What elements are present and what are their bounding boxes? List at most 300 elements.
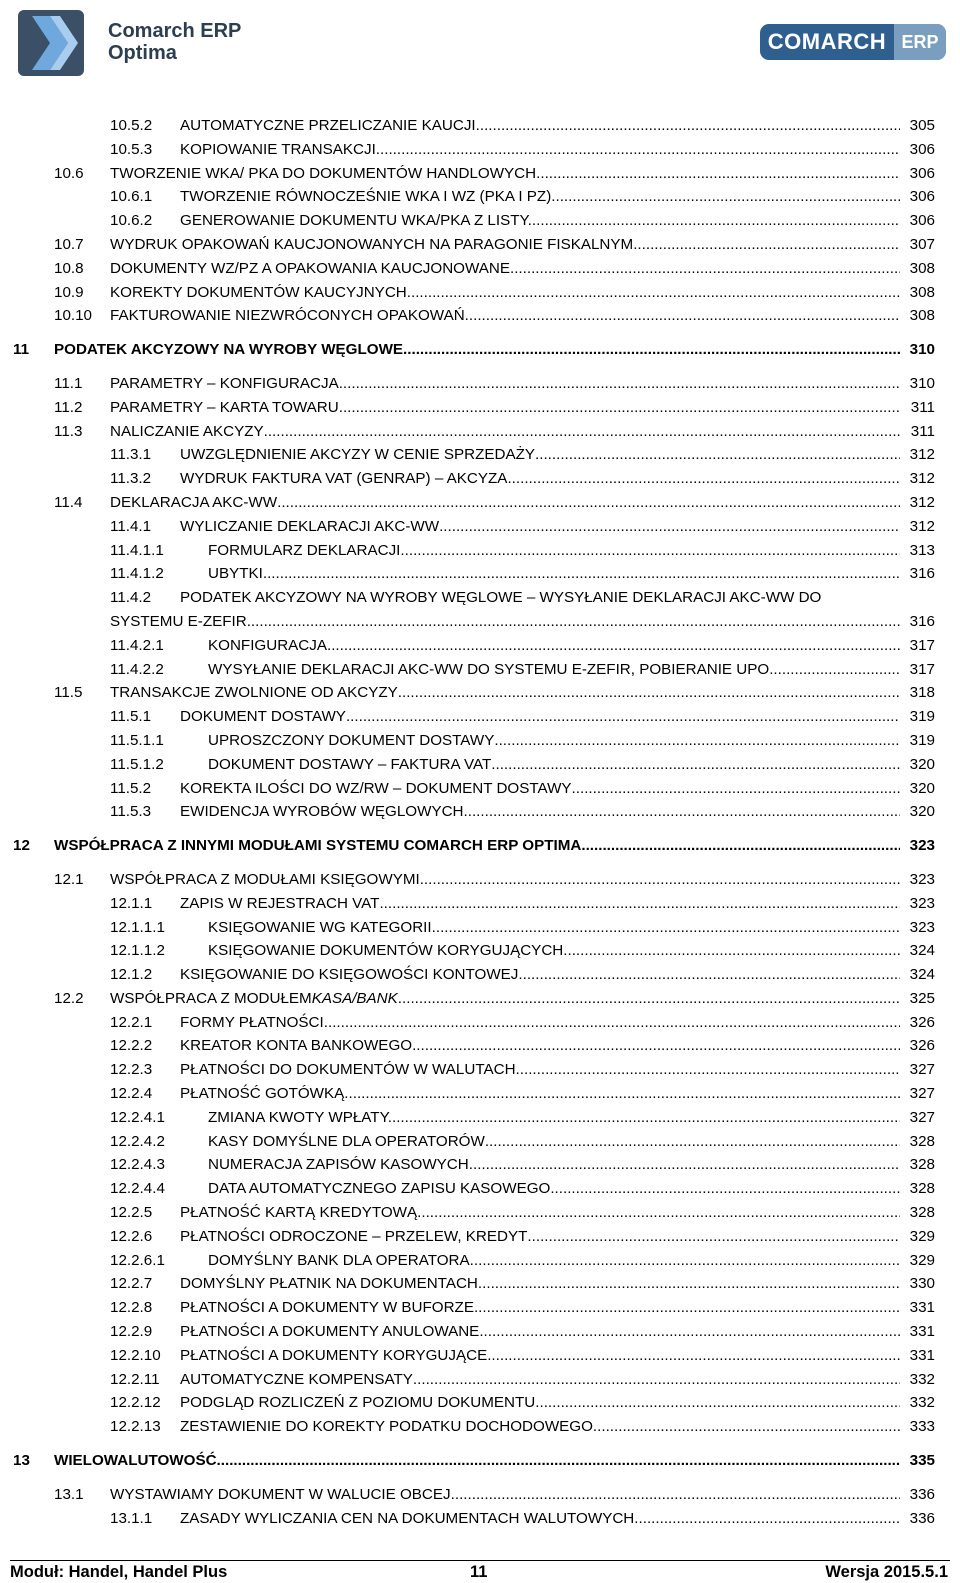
toc-entry-number: 10.9 — [54, 283, 84, 301]
toc-entry-title: DEKLARACJA AKC-WW — [110, 493, 278, 511]
toc-entry[interactable] — [0, 491, 960, 515]
toc-entry[interactable] — [0, 1391, 960, 1415]
toc-entry-number: 11.3.1 — [110, 446, 152, 464]
toc-entry-text — [180, 892, 900, 916]
toc-entry-title: DOMYŚLNY BANK DLA OPERATORA — [208, 1251, 470, 1269]
footer-module: Moduł: Handel, Handel Plus — [10, 1563, 228, 1581]
toc-entry-title: PŁATNOŚCI A DOKUMENTY W BUFORZE — [180, 1299, 474, 1317]
toc-entry-page: 328 — [909, 1204, 935, 1222]
toc-entry-page: 324 — [909, 966, 935, 984]
toc-entry[interactable] — [0, 681, 960, 705]
toc-entry-number: 12.1.1 — [110, 894, 153, 912]
toc-entry-title: WSPÓŁPRACA Z INNYMI MODUŁAMI SYSTEMU COMARCH ERP OPTIMA — [54, 837, 582, 855]
toc-entry[interactable] — [0, 1320, 960, 1344]
toc-entry-title: AUTOMATYCZNE KOMPENSATY — [180, 1370, 413, 1388]
toc-leader-dots — [263, 562, 900, 586]
toc-entry-text — [54, 834, 900, 858]
toc-entry-text — [180, 515, 900, 539]
toc-entry-page: 336 — [909, 1485, 935, 1503]
toc-entry-page: 318 — [909, 684, 935, 702]
toc-entry-text — [180, 114, 900, 138]
toc-entry-title: PARAMETRY – KONFIGURACJA — [110, 374, 339, 392]
toc-entry-title: KOPIOWANIE TRANSAKCJI — [180, 140, 376, 158]
toc-entry-page: 323 — [909, 894, 935, 912]
toc-entry-page: 332 — [909, 1370, 935, 1388]
toc-entry-text — [208, 916, 900, 940]
toc-entry-number: 12.2.9 — [110, 1323, 153, 1341]
toc-entry-title: PŁATNOŚCI A DOKUMENTY ANULOWANE — [180, 1323, 480, 1341]
toc-entry-number: 12.2 — [54, 989, 84, 1007]
toc-entry[interactable] — [0, 1272, 960, 1296]
toc-entry-page: 311 — [910, 398, 935, 416]
toc-entry-title: FAKTUROWANIE NIEZWRÓCONYCH OPAKOWAŃ — [110, 307, 465, 325]
toc-entry-text — [54, 338, 900, 362]
toc-entry-text — [110, 681, 900, 705]
toc-entry[interactable] — [0, 257, 960, 281]
toc-entry-page: 327 — [909, 1108, 935, 1126]
toc-leader-dots — [510, 257, 900, 281]
toc-entry-title: NALICZANIE AKCYZY — [110, 422, 264, 440]
toc-entry-text — [110, 304, 900, 328]
toc-entry-number: 12.2.7 — [110, 1275, 153, 1293]
toc-entry-page: 312 — [909, 470, 935, 488]
toc-entry-text — [110, 281, 900, 305]
toc-entry-title: PODATEK AKCYZOWY NA WYROBY WĘGLOWE – WYSYŁANIE DEKLARACJI AKC-WW DO — [180, 589, 822, 607]
toc-leader-dots — [769, 658, 900, 682]
toc-entry-page: 329 — [909, 1227, 935, 1245]
toc-entry-number: 12.2.8 — [110, 1299, 153, 1317]
toc-entry-text — [208, 1249, 900, 1273]
toc-entry-number: 12.2.6.1 — [110, 1251, 165, 1269]
toc-entry-number: 12.1.2 — [110, 966, 153, 984]
footer-page-number: 11 — [470, 1563, 488, 1581]
toc-leader-dots — [439, 515, 900, 539]
toc-entry[interactable] — [0, 1225, 960, 1249]
toc-leader-dots — [535, 1391, 900, 1415]
toc-entry-text — [110, 1483, 900, 1507]
toc-entry[interactable] — [0, 138, 960, 162]
toc-leader-dots — [572, 777, 900, 801]
toc-entry-page: 320 — [909, 755, 935, 773]
toc-entry-title: DATA AUTOMATYCZNEGO ZAPISU KASOWEGO. — [208, 1180, 555, 1198]
toc-entry-page: 327 — [909, 1085, 935, 1103]
toc-entry-number: 11.5.1 — [110, 708, 152, 726]
toc-entry[interactable] — [0, 586, 960, 610]
toc-entry-title: FORMULARZ DEKLARACJI — [208, 541, 401, 559]
toc-entry[interactable] — [0, 1130, 960, 1154]
toc-entry[interactable] — [0, 114, 960, 138]
toc-entry-page: 311 — [910, 422, 935, 440]
toc-entry-title: TRANSAKCJE ZWOLNIONE OD AKCYZY — [110, 684, 398, 702]
toc-entry-title: KSIĘGOWANIE DO KSIĘGOWOŚCI KONTOWEJ — [180, 966, 519, 984]
toc-entry-title: PARAMETRY – KARTA TOWARU — [110, 398, 339, 416]
toc-entry-title: PŁATNOŚCI ODROCZONE – PRZELEW, KREDYT — [180, 1227, 528, 1245]
toc-entry[interactable] — [0, 939, 960, 963]
toc-entry-title: WSPÓŁPRACA Z MODUŁEM — [110, 989, 312, 1007]
toc-entry-page: 306 — [909, 140, 935, 158]
toc-leader-dots — [400, 539, 900, 563]
toc-entry-number: 11.3.2 — [110, 470, 152, 488]
toc-entry-title: FORMY PŁATNOŚCI — [180, 1013, 324, 1031]
toc-entry-number: 13.1 — [54, 1485, 84, 1503]
toc-leader-dots — [376, 138, 900, 162]
toc-entry-text — [208, 753, 900, 777]
toc-entry-page: 323 — [909, 918, 935, 936]
toc-entry-text — [180, 1225, 900, 1249]
optima-logo-icon — [16, 8, 86, 78]
toc-entry-text — [180, 1368, 900, 1392]
toc-entry-number: 11.5.2 — [110, 779, 152, 797]
toc-entry-title: GENEROWANIE DOKUMENTU WKA/PKA Z LISTY. — [180, 212, 532, 230]
toc-leader-dots — [563, 939, 900, 963]
toc-entry-text — [180, 209, 900, 233]
toc-leader-dots — [527, 1225, 900, 1249]
toc-leader-dots — [392, 1106, 900, 1130]
toc-entry[interactable] — [0, 729, 960, 753]
toc-entry-page: 331 — [909, 1299, 935, 1317]
toc-entry-title: KSIĘGOWANIE WG KATEGORII — [208, 918, 432, 936]
toc-entry-number: 10.5.3 — [110, 140, 153, 158]
toc-leader-dots — [413, 1368, 900, 1392]
toc-entry[interactable] — [0, 562, 960, 586]
toc-entry[interactable] — [0, 162, 960, 186]
toc-leader-dots — [474, 1296, 900, 1320]
toc-entry[interactable] — [0, 1296, 960, 1320]
toc-entry-text — [110, 162, 900, 186]
toc-entry-number: 11.4.1.2 — [110, 565, 164, 583]
toc-entry-text — [180, 1507, 900, 1531]
toc-leader-dots — [593, 1415, 900, 1439]
toc-entry[interactable] — [0, 1058, 960, 1082]
toc-entry-page: 313 — [909, 541, 935, 559]
toc-entry-title: WYDRUK OPAKOWAŃ KAUCJONOWANYCH NA PARAGONIE FISKALNYM — [110, 235, 634, 253]
toc-entry-number: 12.2.1 — [110, 1013, 153, 1031]
toc-entry-title: KASY DOMYŚLNE DLA OPERATORÓW — [208, 1132, 485, 1150]
toc-entry[interactable] — [0, 1177, 960, 1201]
toc-entry-page: 310 — [909, 374, 935, 392]
toc-entry-page: 328 — [909, 1132, 935, 1150]
toc-entry-page: 331 — [909, 1323, 935, 1341]
toc-entry-number: 12.2.13 — [110, 1418, 161, 1436]
toc-entry-title: PODGLĄD ROZLICZEŃ Z POZIOMU DOKUMENTU — [180, 1394, 536, 1412]
toc-entry-title: PŁATNOŚCI A DOKUMENTY KORYGUJĄCE — [180, 1346, 488, 1364]
toc-leader-dots — [469, 1153, 900, 1177]
toc-entry[interactable] — [0, 610, 960, 634]
toc-entry-number: 12.2.11 — [110, 1370, 160, 1388]
toc-entry-number: 12.2.3 — [110, 1061, 153, 1079]
toc-entry-number: 13.1.1 — [110, 1509, 153, 1527]
brand-line-1: Comarch ERP — [108, 20, 242, 42]
toc-leader-dots — [487, 1344, 900, 1368]
toc-entry[interactable] — [0, 515, 960, 539]
toc-entry[interactable] — [0, 705, 960, 729]
toc-entry[interactable] — [0, 372, 960, 396]
toc-entry[interactable] — [0, 396, 960, 420]
toc-chapter[interactable] — [0, 1449, 960, 1473]
footer-version: Wersja 2015.5.1 — [825, 1563, 948, 1581]
toc-entry-text — [180, 1058, 900, 1082]
toc-entry-number: 11.4.1 — [110, 517, 152, 535]
toc-entry[interactable] — [0, 443, 960, 467]
toc-entry[interactable] — [0, 777, 960, 801]
toc-entry[interactable] — [0, 1153, 960, 1177]
toc-entry-text — [180, 138, 900, 162]
toc-entry-page: 319 — [909, 731, 935, 749]
toc-entry-title: DOMYŚLNY PŁATNIK NA DOKUMENTACH — [180, 1275, 478, 1293]
toc-entry[interactable] — [0, 800, 960, 824]
toc-entry-page: 326 — [909, 1013, 935, 1031]
toc-entry-number: 11.5.1.2 — [110, 755, 164, 773]
toc-entry-page: 306 — [909, 212, 935, 230]
toc-entry-text — [180, 1201, 900, 1225]
toc-entry-number: 12.2.5 — [110, 1204, 153, 1222]
toc-entry-text — [110, 372, 900, 396]
toc-entry-page: 328 — [909, 1180, 935, 1198]
toc-entry-number: 10.5.2 — [110, 117, 153, 134]
toc-entry-page: 326 — [909, 1037, 935, 1055]
toc-leader-dots — [344, 1082, 900, 1106]
toc-entry-text — [110, 420, 900, 444]
toc-entry-number: 10.10 — [54, 307, 93, 325]
toc-leader-dots — [411, 281, 900, 305]
toc-entry-number: 11.4.2.2 — [110, 660, 164, 678]
toc-entry-text — [180, 705, 900, 729]
toc-entry[interactable] — [0, 281, 960, 305]
toc-chapter[interactable] — [0, 338, 960, 362]
toc-entry-title: KONFIGURACJA — [208, 636, 327, 654]
toc-entry-title: WIELOWALUTOWOŚĆ — [54, 1452, 217, 1470]
toc-entry-page: 323 — [909, 837, 935, 855]
toc-entry-page: 319 — [909, 708, 935, 726]
toc-leader-dots — [464, 800, 900, 824]
toc-entry-page: 312 — [909, 446, 935, 464]
toc-leader-dots — [518, 963, 900, 987]
page-footer — [0, 1560, 960, 1583]
toc-entry-page: 307 — [909, 235, 935, 253]
toc-entry-page: 336 — [909, 1509, 935, 1527]
toc-entry-title-italic: KASA/BANK — [311, 989, 398, 1007]
toc-entry-number: 12.2.4 — [110, 1085, 153, 1103]
toc-entry-number: 12.2.6 — [110, 1227, 153, 1245]
toc-entry-number: 11.4 — [54, 493, 83, 511]
toc-entry[interactable] — [0, 1082, 960, 1106]
toc-entry[interactable] — [0, 233, 960, 257]
toc-entry-text — [180, 586, 900, 610]
toc-entry-title: DOKUMENT DOSTAWY – FAKTURA VAT — [208, 755, 492, 773]
toc-entry-page: 308 — [909, 283, 935, 301]
toc-entry-title: KOREKTA ILOŚCI DO WZ/RW – DOKUMENT DOSTAWY — [180, 779, 572, 797]
toc-entry-number: 11.4.1.1 — [110, 541, 164, 559]
toc-entry-title: NUMERACJA ZAPISÓW KASOWYCH — [208, 1156, 469, 1174]
toc-entry-page: 327 — [909, 1061, 935, 1079]
toc-entry-page: 306 — [909, 164, 935, 182]
toc-entry[interactable] — [0, 1415, 960, 1439]
toc-entry-page: 323 — [909, 870, 935, 888]
toc-entry-text — [208, 562, 900, 586]
toc-entry-title: PŁATNOŚCI DO DOKUMENTÓW W WALUTACH — [180, 1061, 516, 1079]
toc-entry-text — [110, 987, 900, 1011]
toc-entry-number: 12.2.10 — [110, 1346, 161, 1364]
toc-entry[interactable] — [0, 1011, 960, 1035]
toc-entry-title: TWORZENIE WKA/ PKA DO DOKUMENTÓW HANDLOWYCH — [110, 164, 537, 182]
toc-entry[interactable] — [0, 304, 960, 328]
toc-leader-dots — [535, 443, 900, 467]
toc-entry-page: 308 — [909, 307, 935, 325]
toc-leader-dots — [420, 868, 900, 892]
toc-leader-dots — [479, 1320, 900, 1344]
toc-entry-number: 12.2.4.2 — [110, 1132, 165, 1150]
toc-entry-text — [180, 1344, 900, 1368]
table-of-contents — [0, 114, 960, 1530]
toc-entry-text — [180, 1296, 900, 1320]
toc-entry-number: 10.6.1 — [110, 188, 153, 206]
toc-leader-dots — [634, 1507, 900, 1531]
corp-suffix: ERP — [894, 24, 946, 60]
toc-entry-title: UPROSZCZONY DOKUMENT DOSTAWY — [208, 731, 495, 749]
toc-entry-number: 12.2.12 — [110, 1394, 161, 1412]
toc-leader-dots — [478, 1272, 900, 1296]
toc-leader-dots — [324, 1011, 900, 1035]
toc-entry-number: 11.1 — [54, 374, 83, 392]
toc-entry[interactable] — [0, 987, 960, 1011]
toc-entry-text — [110, 491, 900, 515]
toc-entry[interactable] — [0, 539, 960, 563]
toc-entry[interactable] — [0, 1249, 960, 1273]
toc-entry-page: 312 — [909, 517, 935, 535]
toc-entry-number: 12.2.4.3 — [110, 1156, 165, 1174]
toc-entry-text — [180, 1272, 900, 1296]
toc-leader-dots — [465, 304, 900, 328]
toc-entry[interactable] — [0, 420, 960, 444]
toc-leader-dots — [412, 1034, 900, 1058]
toc-entry[interactable] — [0, 1201, 960, 1225]
toc-entry-page: 324 — [909, 942, 935, 960]
toc-entry-title: KSIĘGOWANIE DOKUMENTÓW KORYGUJĄCYCH — [208, 942, 564, 960]
toc-entry-title: UWZGLĘDNIENIE AKCYZY W CENIE SPRZEDAŻY — [180, 446, 535, 464]
toc-entry[interactable] — [0, 634, 960, 658]
toc-entry-title: ZASADY WYLICZANIA CEN NA DOKUMENTACH WALUTOWYCH — [180, 1509, 635, 1527]
toc-leader-dots — [339, 372, 900, 396]
toc-entry-page: 310 — [909, 341, 935, 359]
toc-entry[interactable] — [0, 658, 960, 682]
toc-entry[interactable] — [0, 892, 960, 916]
toc-entry[interactable] — [0, 1483, 960, 1507]
toc-leader-dots — [551, 185, 900, 209]
toc-entry-title: EWIDENCJA WYROBÓW WĘGLOWYCH — [180, 803, 464, 821]
toc-entry[interactable] — [0, 185, 960, 209]
toc-entry-page: 317 — [909, 636, 935, 654]
corp-name: COMARCH — [767, 29, 887, 54]
toc-entry-number: 11.3 — [54, 422, 83, 440]
toc-entry-number: 13 — [13, 1452, 30, 1470]
toc-entry[interactable] — [0, 1368, 960, 1392]
toc-entry-number: 12.1.1.1 — [110, 918, 165, 936]
toc-entry-number: 10.6 — [54, 164, 84, 182]
toc-entry-number: 11.2 — [54, 398, 83, 416]
toc-chapter[interactable] — [0, 834, 960, 858]
toc-entry-text — [180, 1415, 900, 1439]
toc-entry-text — [180, 1034, 900, 1058]
toc-entry-number: 11 — [13, 341, 30, 359]
toc-entry-page: 305 — [909, 117, 935, 134]
toc-entry-text — [180, 1320, 900, 1344]
toc-entry-title: KREATOR KONTA BANKOWEGO — [180, 1037, 413, 1055]
toc-leader-dots — [451, 1483, 900, 1507]
toc-entry-page: 308 — [909, 259, 935, 277]
toc-entry-text — [180, 800, 900, 824]
toc-leader-dots — [247, 610, 900, 634]
toc-entry-text — [208, 1177, 900, 1201]
toc-entry-text — [208, 729, 900, 753]
toc-leader-dots — [633, 233, 900, 257]
toc-entry-page: 316 — [909, 565, 935, 583]
toc-entry-number: 11.4.2 — [110, 589, 152, 607]
toc-entry-title: WYDRUK FAKTURA VAT (GENRAP) – AKCYZA — [180, 470, 508, 488]
toc-entry-number: 10.7 — [54, 235, 84, 253]
toc-entry-title: PŁATNOŚĆ GOTÓWKĄ — [180, 1085, 345, 1103]
toc-entry[interactable] — [0, 1106, 960, 1130]
toc-entry-page: 331 — [909, 1346, 935, 1364]
toc-entry[interactable] — [0, 467, 960, 491]
toc-leader-dots — [379, 892, 900, 916]
toc-entry-title: PŁATNOŚĆ KARTĄ KREDYTOWĄ — [180, 1204, 418, 1222]
toc-entry-number: 11.5 — [54, 684, 83, 702]
toc-entry[interactable] — [0, 1344, 960, 1368]
toc-entry-text — [208, 1153, 900, 1177]
toc-entry[interactable] — [0, 209, 960, 233]
toc-entry-text — [180, 1082, 900, 1106]
toc-leader-dots — [581, 834, 900, 858]
toc-entry-text — [54, 1449, 900, 1473]
toc-entry-number: 12 — [13, 837, 30, 855]
toc-entry[interactable] — [0, 916, 960, 940]
toc-entry-title: WYSYŁANIE DEKLARACJI AKC-WW DO SYSTEMU E-ZEFIR, POBIERANIE UPO — [208, 660, 770, 678]
toc-entry[interactable] — [0, 1034, 960, 1058]
toc-entry[interactable] — [0, 753, 960, 777]
toc-entry-text — [110, 396, 900, 420]
toc-entry-page: 320 — [909, 779, 935, 797]
toc-entry-page: 316 — [909, 612, 935, 630]
toc-leader-dots — [485, 1130, 900, 1154]
toc-entry-text — [208, 634, 900, 658]
toc-leader-dots — [555, 1177, 900, 1201]
toc-entry-number: 12.2.4.1 — [110, 1108, 165, 1126]
toc-leader-dots — [398, 681, 900, 705]
toc-entry-page: 328 — [909, 1156, 935, 1174]
toc-entry-text — [180, 443, 900, 467]
toc-entry-title: WYLICZANIE DEKLARACJI AKC-WW — [180, 517, 440, 535]
toc-leader-dots — [507, 467, 900, 491]
toc-entry-page: 335 — [909, 1452, 935, 1470]
toc-entry-title: WYSTAWIAMY DOKUMENT W WALUCIE OBCEJ — [110, 1485, 451, 1503]
toc-entry-page: 330 — [909, 1275, 935, 1293]
toc-entry[interactable] — [0, 1507, 960, 1531]
toc-entry-number: 11.5.3 — [110, 803, 152, 821]
toc-entry-page: 317 — [909, 660, 935, 678]
toc-entry-text — [180, 185, 900, 209]
toc-entry[interactable] — [0, 868, 960, 892]
toc-entry-text — [208, 1106, 900, 1130]
toc-entry-title: SYSTEMU E-ZEFIR — [110, 612, 247, 630]
toc-entry-text — [180, 467, 900, 491]
toc-entry-text — [208, 539, 900, 563]
toc-leader-dots — [327, 634, 900, 658]
toc-leader-dots — [494, 729, 900, 753]
toc-leader-dots — [476, 114, 900, 138]
toc-entry-number: 10.6.2 — [110, 212, 153, 230]
toc-entry-title: ZESTAWIENIE DO KOREKTY PODATKU DOCHODOWEGO — [180, 1418, 593, 1436]
toc-entry[interactable] — [0, 963, 960, 987]
